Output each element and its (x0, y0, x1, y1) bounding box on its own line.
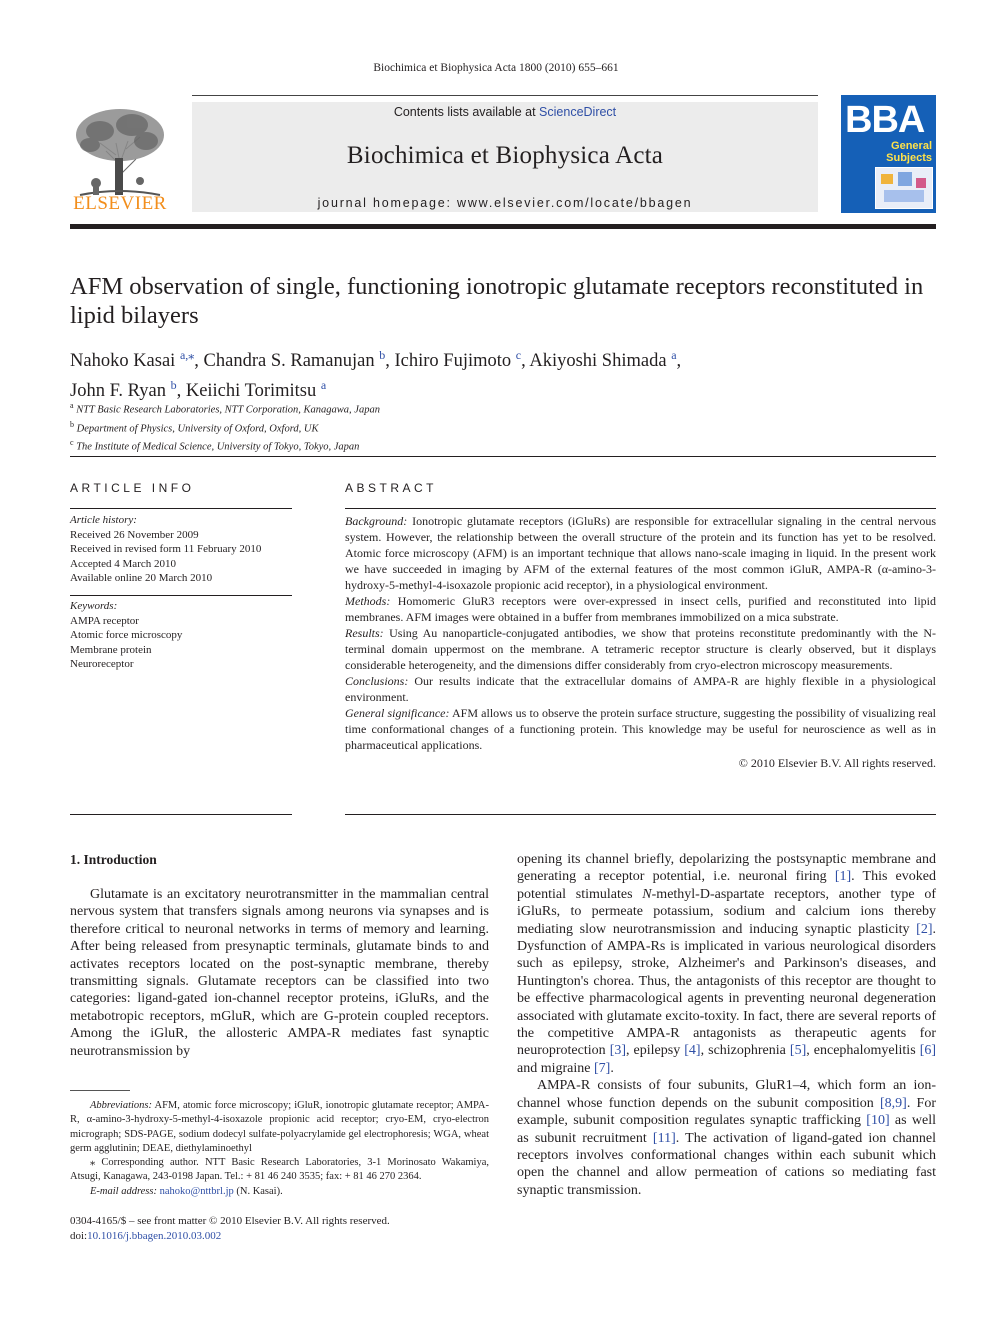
intro-right-column (517, 851, 936, 1199)
body-text: as well as subunit recruitment (517, 1113, 937, 1146)
affiliation-item (70, 399, 380, 418)
abstract-results (345, 625, 936, 673)
footnote-corresponding (70, 1156, 489, 1185)
keyword-item: AMPA receptor (70, 614, 139, 627)
article-history (70, 513, 292, 586)
affil-rule (70, 456, 936, 457)
intro-left-column (70, 886, 489, 1060)
bba-cover-image[interactable] (841, 95, 936, 213)
footnote-label: Abbreviations: (90, 1100, 153, 1111)
abstract-label: ABSTRACT (345, 481, 438, 495)
keywords (70, 599, 292, 672)
abstract-copyright: © 2010 Elsevier B.V. All rights reserved. (738, 756, 936, 770)
intro-paragraph: Glutamate is an excitatory neurotransmitter in the mammalian central nervous system that transfers signals among neurons via synapses and is therefore critical to neuronal networks in terms of memory and learning. After being released from presynaptic terminals, glutamate binds to and activates receptors located on the post-synaptic membrane, thereby transmitting signals. Glutamate receptors can be classified into two categories: ligand-gated ion-channel receptor proteins, iGluRs, and the metabotropic receptors, mGluR, which are G-protein coupled receptors. Among the iGluR, the allosteric AMPA-R mediates fast synaptic neurotransmission by (70, 887, 489, 1059)
footnote-abbreviations (70, 1099, 489, 1156)
journal-homepage[interactable]: journal homepage: www.elsevier.com/locate/bbagen (317, 196, 693, 210)
history-item: Received 26 November 2009 (70, 528, 199, 541)
footnote-text: AFM, atomic force microscopy; iGluR, ionotropic glutamate receptor; AMPA-R, α-amino-3-hydroxy-5-methyl-4-isoxazole propionic acid receptor; cryo-EM, cryo-electron micrograph; SDS-PAGE, sodium dodecyl sulfate-polyacrylamide gel electrophoresis; WGA, wheat germ agglutinin; DEAE, diethylaminoethyl (70, 1100, 489, 1154)
author-name[interactable]: John F. Ryan (70, 381, 166, 402)
body-text: N (642, 886, 652, 902)
body-text: , schizophrenia (700, 1043, 790, 1059)
author-sep: , (194, 351, 204, 372)
abstract-text: Homomeric GluR3 receptors were over-expressed in insect cells, purified and reconstituted into lipid membranes. AFM images were obtained in a buffer from membranes immobilized on a mica substrate. (345, 594, 936, 624)
journal-name: Biochimica et Biophysica Acta (346, 142, 664, 169)
affiliation-item (70, 418, 380, 437)
abstract-text: Using Au nanoparticle-conjugated antibodies, we show that proteins reconstitute predominantly with the N-terminal domain uppermost on the membrane. A tetrameric receptor structure is clearly observed, but it displays considerable heterogeneity, and the dimensions differ considerably from cryo-electron microscopy measurements. (345, 626, 936, 672)
author-name[interactable]: Keiichi Torimitsu (185, 381, 317, 402)
author-name[interactable]: Chandra S. Ramanujan (203, 351, 375, 372)
body-text: , epilepsy (626, 1043, 685, 1059)
email-link[interactable]: nahoko@nttbrl.jp (159, 1185, 234, 1197)
history-label: Article history: (70, 514, 137, 526)
citation-link[interactable]: [6] (919, 1043, 937, 1059)
affil-key: a (70, 401, 74, 410)
body-text: . Dysfunction of AMPA-Rs is implicated in various neurological disorders such as epilepsy, stroke, Alzheimer's and Parkinson's diseases, and Huntington's chorea. Thus, the antagonists of this receptor are thought to be effective pharmacological agents in preventing neuronal degeneration associated with glutamate excito-toxity. In fact, there are several reports of the competitive AMPA-R antagonists as therapeutic agents for neuroprotection (517, 921, 936, 1059)
citation-link[interactable]: [1] (834, 869, 852, 885)
abstract-end-rule (345, 814, 936, 815)
author-affil-mark[interactable]: a (320, 378, 327, 393)
footnote-email (70, 1185, 489, 1199)
abstract-rule (345, 508, 936, 509)
journal-banner (70, 93, 936, 215)
keyword-item: Neuroreceptor (70, 658, 134, 670)
body-text: D (699, 886, 710, 902)
author-affil-mark[interactable]: a (671, 348, 677, 362)
footnote-text: NTT Basic Research Laboratories, 3-1 Morinosato Wakamiya, Atsugi, Kanagawa, 243-0198 Japan. Tel.: + 81 46 240 3535; fax: + 81 46 270 2364. (70, 1157, 489, 1183)
abstract-text: Ionotropic glutamate receptors (iGluRs) are responsible for extracellular signaling in the central nervous system. However, the relationship between the overall structure of the protein and its function has yet to be resolved. Atomic force microscopy (AFM) is an important technique that allows nano-scale imaging in liquid. In the present work we have succeeded in imaging by AFM of the external features of the most common iGluR, AMPA-R (α-amino-3-hydroxy-5-methyl-4-isoxazole propionic acid receptor), in a physiological environment. (345, 514, 936, 592)
sciencedirect-link[interactable]: ScienceDirect (539, 105, 617, 119)
abstract-significance (345, 705, 936, 753)
cover-subtitle-1: General (891, 140, 932, 152)
body-text: . The activation of ligand-gated ion channel receptors involves conformational changes within each subunit which open the channel and allow permeation of cations so mediating fast synaptic transmission. (517, 1130, 936, 1198)
affil-text: The Institute of Medical Science, University of Tokyo, Tokyo, Japan (76, 441, 360, 453)
affil-text: Department of Physics, University of Oxford, Oxford, UK (76, 423, 319, 434)
author-name[interactable]: Ichiro Fujimoto (394, 351, 512, 372)
intro-paragraph (517, 851, 936, 1077)
author-affil-mark[interactable]: c (515, 348, 522, 362)
citation-link[interactable]: [4] (684, 1043, 701, 1059)
body-text: opening its channel briefly, depolarizing the postsynaptic membrane and generating a receptor potential, i.e. neuronal firing (517, 852, 936, 885)
abstract-section-label: General significance: (345, 706, 450, 720)
citation-link[interactable]: [10] (866, 1113, 890, 1129)
abstract-conclusions (345, 673, 936, 705)
front-matter (70, 1214, 390, 1244)
author-name[interactable]: Nahoko Kasai (70, 351, 176, 372)
footnote-text: (N. Kasai). (233, 1185, 283, 1197)
author-sep: , (676, 351, 682, 372)
contents-line (192, 105, 818, 119)
abstract-section-label: Methods: (345, 594, 391, 608)
abstract-background (345, 513, 936, 593)
journal-citation: Biochimica et Biophysica Acta 1800 (2010) 655–661 (373, 62, 619, 74)
affiliations (70, 399, 380, 455)
abstract-text: Our results indicate that the extracellular domains of AMPA-R are highly flexible in a physiological environment. (345, 674, 936, 704)
footnote-rule (70, 1090, 130, 1091)
abstract-section-label: Background: (345, 514, 408, 528)
doi-link[interactable]: 10.1016/j.bbagen.2010.03.002 (87, 1230, 222, 1242)
footnote-mark: ⁎ (90, 1157, 96, 1169)
keywords-rule (70, 595, 292, 596)
keyword-item: Membrane protein (70, 643, 152, 656)
cover-title: BBA (845, 99, 925, 141)
cover-figure (875, 167, 933, 209)
body-text: . (610, 1060, 614, 1076)
banner-rule (192, 95, 818, 96)
body-text: , encephalomyelitis (806, 1043, 920, 1059)
footnotes (70, 1099, 489, 1199)
body-text: . This evoked potential stimulates (517, 869, 936, 902)
abstract-section-label: Conclusions: (345, 674, 409, 688)
citation-link[interactable]: [3] (609, 1043, 627, 1059)
cover-subtitle-2: Subjects (886, 152, 932, 164)
journal-masthead (192, 102, 818, 212)
elsevier-wordmark: ELSEVIER (73, 193, 167, 214)
affil-text: NTT Basic Research Laboratories, NTT Corporation, Kanagawa, Japan (76, 404, 380, 416)
author-list (70, 343, 950, 403)
footnote-label: E-mail address: (90, 1185, 157, 1197)
abstract-methods (345, 593, 936, 625)
abstract-text: AFM allows us to observe the protein surface structure, suggesting the possibility of visualizing real time conformational changes of a functioning protein. This knowledge may be useful for neuroscience as well as in pharmaceutical applications. (345, 706, 936, 752)
citation-link[interactable]: [11] (652, 1130, 676, 1146)
body-text: -methyl- (651, 886, 700, 902)
affiliation-item (70, 436, 380, 455)
keywords-label: Keywords: (70, 600, 118, 612)
author-affil-mark[interactable]: b (170, 378, 177, 393)
citation-link[interactable]: [5] (789, 1043, 807, 1059)
body-text: and migraine (517, 1060, 594, 1076)
article-title: AFM observation of single, functioning ionotropic glutamate receptors reconstituted in lipid bilayers (70, 273, 924, 329)
affil-key: c (70, 438, 74, 447)
article-info-end-rule (70, 814, 292, 815)
author-sep: , (521, 351, 530, 372)
history-item: Available online 20 March 2010 (70, 572, 213, 584)
author-affil-mark[interactable]: a,⁎ (179, 348, 195, 362)
keyword-item: Atomic force microscopy (70, 629, 183, 641)
elsevier-logo[interactable] (70, 103, 170, 213)
author-affil-mark[interactable]: b (379, 348, 386, 362)
doi-label: doi: (70, 1230, 88, 1242)
intro-paragraph (517, 1077, 936, 1199)
footnote-label: Corresponding author. (95, 1157, 199, 1169)
section-heading: 1. Introduction (70, 852, 157, 867)
affil-key: b (70, 419, 74, 429)
body-text: . For example, subunit composition regulates synaptic trafficking (517, 1095, 936, 1129)
author-sep: , (385, 351, 395, 372)
contents-prefix: Contents lists available at (393, 105, 540, 119)
body-text: AMPA-R consists of four subunits, GluR1–4, which form an ion-channel whose function depends on the subunit composition (517, 1078, 936, 1111)
issn-line: 0304-4165/$ – see front matter © 2010 Elsevier B.V. All rights reserved. (70, 1215, 390, 1227)
author-sep: , (176, 381, 186, 402)
body-text: -aspartate receptors, another type of iGluRs, to permeate potassium, sodium and calcium ions thereby mediating slow neurotransmission and inducing synaptic plasticity (517, 886, 936, 937)
citation-link[interactable]: [7] (593, 1060, 611, 1076)
author-name[interactable]: Akiyoshi Shimada (529, 351, 667, 372)
citation-link[interactable]: [8,9] (880, 1095, 907, 1111)
citation-link[interactable]: [2] (916, 921, 933, 937)
doi-line (70, 1229, 390, 1244)
history-item: Received in revised form 11 February 2010 (70, 543, 262, 555)
article-info-rule (70, 508, 292, 509)
history-item: Accepted 4 March 2010 (70, 557, 176, 570)
abstract-body (345, 513, 936, 771)
masthead-rule (70, 224, 936, 229)
article-info-label: ARTICLE INFO (70, 481, 195, 495)
abstract-section-label: Results: (345, 626, 384, 640)
